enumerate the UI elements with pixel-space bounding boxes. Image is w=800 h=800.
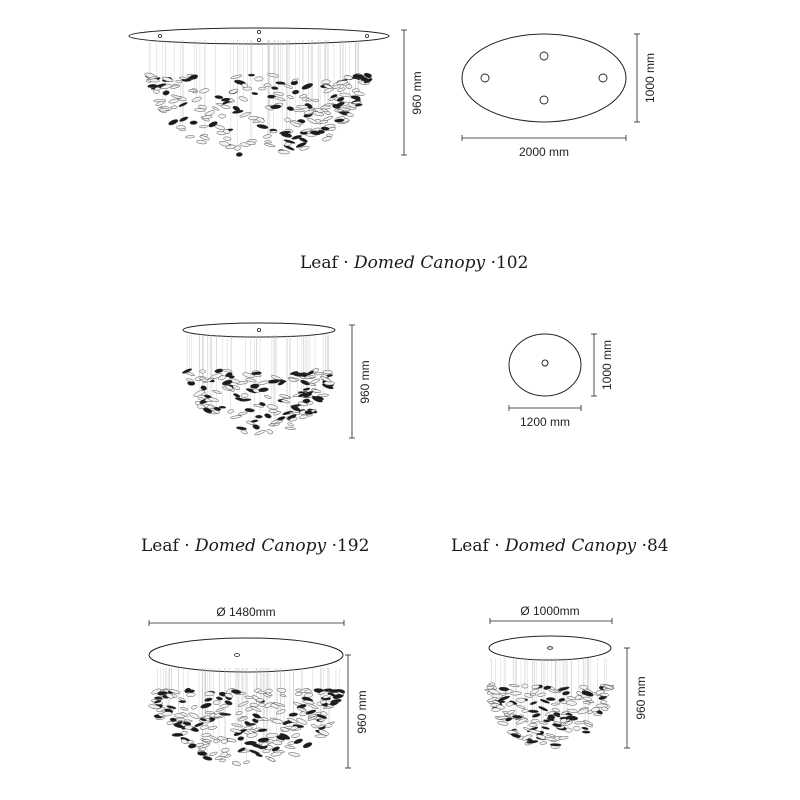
leaf-element bbox=[293, 738, 303, 745]
leaf-dome-cluster bbox=[144, 72, 373, 157]
model-84-diameter-dimension bbox=[490, 604, 612, 624]
leaf-element bbox=[186, 692, 195, 697]
separator: · bbox=[343, 253, 349, 273]
leaf-element bbox=[565, 700, 576, 706]
leaf-element bbox=[303, 387, 310, 391]
leaf-element bbox=[252, 92, 258, 95]
leaf-element bbox=[232, 760, 241, 767]
separator: · bbox=[331, 536, 337, 556]
collection-name: Domed Canopy bbox=[505, 536, 637, 556]
leaf-element bbox=[299, 414, 308, 419]
leaf-element bbox=[171, 94, 182, 99]
leaf-element bbox=[326, 134, 332, 137]
leaf-element bbox=[256, 124, 268, 130]
leaf-element bbox=[312, 389, 321, 393]
height-label: 960 mm bbox=[355, 690, 369, 734]
leaf-element bbox=[287, 741, 295, 746]
leaf-element bbox=[218, 114, 226, 118]
leaf-element bbox=[172, 733, 183, 736]
leaf-element bbox=[551, 703, 560, 706]
canopy-plan-outline bbox=[462, 34, 626, 122]
leaf-element bbox=[284, 118, 291, 123]
leaf-element bbox=[583, 696, 592, 701]
leaf-element bbox=[278, 150, 290, 155]
leaf-element bbox=[305, 411, 313, 415]
canopy-mount-point bbox=[481, 74, 489, 82]
canopy-mount-point bbox=[542, 360, 548, 366]
leaf-element bbox=[263, 134, 272, 139]
leaf-element bbox=[298, 137, 308, 143]
leaf-element bbox=[264, 395, 272, 400]
leaf-element bbox=[254, 76, 263, 81]
leaf-element bbox=[176, 80, 183, 84]
leaf-element bbox=[306, 709, 317, 715]
leaf-element bbox=[228, 375, 234, 378]
leaf-element bbox=[267, 404, 279, 410]
height-label: 1000 mm bbox=[600, 339, 614, 391]
leaf-element bbox=[340, 93, 351, 97]
leaf-element bbox=[264, 413, 272, 419]
leaf-count: 192 bbox=[336, 536, 370, 556]
leaf-element bbox=[190, 121, 198, 125]
leaf-element bbox=[537, 692, 546, 697]
leaf-element bbox=[305, 690, 312, 693]
leaf-element bbox=[227, 409, 234, 414]
leaf-element bbox=[516, 698, 525, 702]
ceiling-canopy-plate bbox=[489, 636, 611, 660]
leaf-element bbox=[212, 389, 222, 394]
model-192-height-dimension bbox=[345, 655, 369, 768]
leaf-element bbox=[162, 90, 169, 96]
height-label: 1000 mm bbox=[643, 52, 657, 104]
canopy-mount-point bbox=[257, 30, 260, 33]
leaf-element bbox=[231, 689, 242, 694]
leaf-element bbox=[540, 741, 547, 745]
leaf-element bbox=[567, 708, 578, 713]
width-label: 1200 mm bbox=[519, 415, 571, 429]
leaf-element bbox=[294, 109, 305, 111]
collection-name: Domed Canopy bbox=[354, 253, 486, 273]
leaf-element bbox=[522, 684, 529, 689]
leaf-element bbox=[295, 689, 301, 692]
leaf-element bbox=[546, 733, 556, 737]
leaf-dome-cluster bbox=[182, 367, 335, 436]
leaf-element bbox=[179, 700, 186, 702]
leaf-element bbox=[295, 692, 302, 696]
canopy-mount-point bbox=[257, 328, 260, 331]
model-102-height-dimension bbox=[401, 30, 424, 155]
leaf-element bbox=[216, 696, 223, 700]
leaf-element bbox=[202, 755, 212, 761]
leaf-element bbox=[272, 719, 284, 725]
model-84-title bbox=[451, 536, 669, 556]
ceiling-canopy-plate bbox=[183, 323, 335, 337]
leaf-element bbox=[573, 726, 581, 731]
leaf-element bbox=[200, 385, 207, 391]
leaf-element bbox=[213, 700, 220, 705]
leaf-element bbox=[254, 374, 261, 377]
canopy-mount-point bbox=[548, 647, 553, 650]
model-84-side-view bbox=[182, 323, 335, 436]
canopy-mount-point bbox=[540, 52, 548, 60]
leaf-element bbox=[176, 126, 186, 130]
leaf-element bbox=[178, 102, 187, 108]
leaf-element bbox=[558, 686, 570, 691]
canopy-mount-point bbox=[365, 34, 368, 37]
leaf-element bbox=[231, 74, 243, 79]
leaf-element bbox=[582, 727, 589, 730]
leaf-element bbox=[215, 95, 224, 99]
model-192-side-view bbox=[148, 638, 345, 767]
leaf-element bbox=[209, 751, 218, 756]
family-name: Leaf bbox=[141, 536, 179, 556]
leaf-element bbox=[188, 712, 200, 720]
leaf-element bbox=[188, 743, 196, 749]
leaf-element bbox=[261, 717, 270, 722]
leaf-element bbox=[268, 757, 275, 763]
leaf-element bbox=[197, 751, 207, 755]
leaf-element bbox=[196, 140, 207, 145]
leaf-element bbox=[168, 118, 179, 126]
leaf-count: 84 bbox=[646, 536, 669, 556]
height-label: 960 mm bbox=[410, 71, 424, 115]
leaf-element bbox=[291, 733, 300, 739]
model-84-plan-view bbox=[509, 334, 581, 396]
leaf-element bbox=[200, 370, 206, 373]
leaf-element bbox=[292, 90, 299, 95]
leaf-element bbox=[215, 368, 224, 373]
leaf-element bbox=[301, 82, 313, 90]
leaf-element bbox=[502, 711, 508, 715]
leaf-element bbox=[162, 711, 172, 716]
leaf-element bbox=[155, 87, 161, 90]
leaf-element bbox=[264, 140, 271, 143]
leaf-element bbox=[257, 380, 269, 385]
family-name: Leaf bbox=[300, 253, 338, 273]
leaf-element bbox=[200, 702, 212, 709]
leaf-element bbox=[285, 427, 296, 431]
model-102-plan-height-dimension bbox=[634, 34, 657, 122]
diameter-label: Ø 1000mm bbox=[520, 604, 580, 618]
separator: · bbox=[641, 536, 647, 556]
leaf-element bbox=[250, 384, 259, 389]
leaf-element bbox=[233, 393, 241, 398]
leaf-element bbox=[248, 74, 255, 76]
leaf-element bbox=[276, 81, 286, 84]
leaf-element bbox=[574, 721, 585, 725]
leaf-element bbox=[214, 124, 225, 130]
leaf-element bbox=[258, 387, 268, 392]
leaf-element bbox=[579, 685, 588, 690]
leaf-element bbox=[265, 688, 273, 693]
height-label: 960 mm bbox=[634, 676, 648, 720]
leaf-element bbox=[340, 111, 349, 113]
leaf-element bbox=[230, 415, 242, 419]
leaf-element bbox=[509, 684, 520, 688]
leaf-element bbox=[529, 723, 538, 726]
leaf-element bbox=[221, 104, 230, 109]
leaf-element bbox=[346, 84, 353, 89]
leaf-element bbox=[256, 699, 263, 702]
leaf-element bbox=[220, 704, 229, 708]
canopy-mount-point bbox=[158, 34, 161, 37]
leaf-element bbox=[528, 710, 538, 713]
model-102-plan-view bbox=[462, 34, 626, 122]
leaf-element bbox=[269, 410, 278, 413]
leaf-element bbox=[315, 735, 327, 738]
height-label: 960 mm bbox=[358, 360, 372, 404]
leaf-element bbox=[302, 741, 312, 749]
leaf-element bbox=[248, 116, 258, 120]
leaf-element bbox=[255, 415, 262, 418]
leaf-element bbox=[279, 693, 286, 697]
leaf-element bbox=[301, 373, 308, 377]
leaf-element bbox=[541, 726, 550, 730]
diameter-label: Ø 1480mm bbox=[216, 605, 276, 619]
leaf-element bbox=[264, 83, 272, 87]
canopy-mount-point bbox=[235, 654, 240, 657]
leaf-element bbox=[199, 125, 208, 128]
model-102-side-view bbox=[129, 28, 389, 157]
model-102-plan-width-dimension bbox=[462, 135, 626, 159]
leaf-element bbox=[271, 86, 278, 90]
leaf-element bbox=[582, 731, 590, 734]
leaf-element bbox=[325, 723, 331, 728]
leaf-element bbox=[530, 719, 539, 723]
leaf-element bbox=[226, 738, 236, 743]
leaf-element bbox=[223, 136, 231, 140]
leaf-element bbox=[266, 733, 278, 738]
leaf-element bbox=[506, 701, 514, 707]
leaf-element bbox=[600, 701, 607, 704]
leaf-element bbox=[238, 411, 248, 416]
model-192-diameter-dimension bbox=[149, 605, 344, 626]
leaf-element bbox=[199, 88, 209, 94]
model-84-plan-width-dimension bbox=[509, 405, 581, 429]
leaf-element bbox=[311, 724, 318, 729]
leaf-element bbox=[281, 399, 290, 404]
canopy-plan-outline bbox=[509, 334, 581, 396]
model-84-lower-height-dimension bbox=[624, 648, 648, 748]
separator: · bbox=[184, 536, 190, 556]
model-192-title bbox=[141, 536, 369, 556]
leaf-element bbox=[258, 704, 266, 707]
leaf-element bbox=[266, 429, 273, 435]
model-84-plan-height-dimension bbox=[591, 334, 614, 396]
leaf-element bbox=[219, 759, 226, 762]
leaf-element bbox=[205, 692, 215, 696]
leaf-element bbox=[287, 95, 294, 99]
leaf-element bbox=[274, 96, 286, 102]
leaf-element bbox=[185, 135, 194, 138]
leaf-element bbox=[538, 706, 548, 712]
leaf-element bbox=[202, 115, 212, 120]
leaf-element bbox=[179, 77, 187, 80]
leaf-element bbox=[243, 760, 250, 764]
leaf-element bbox=[180, 707, 188, 711]
family-name: Leaf bbox=[451, 536, 489, 556]
leaf-element bbox=[171, 106, 178, 109]
leaf-element bbox=[322, 136, 332, 142]
leaf-element bbox=[251, 419, 258, 422]
leaf-element bbox=[321, 106, 331, 109]
leaf-element bbox=[236, 426, 247, 430]
leaf-element bbox=[241, 393, 248, 398]
leaf-element bbox=[312, 99, 318, 102]
canopy-mount-point bbox=[599, 74, 607, 82]
model-84-height-dimension bbox=[349, 325, 372, 438]
separator: · bbox=[490, 253, 496, 273]
leaf-element bbox=[350, 95, 360, 99]
leaf-element bbox=[236, 152, 243, 156]
leaf-element bbox=[546, 697, 555, 701]
leaf-element bbox=[238, 736, 245, 741]
leaf-element bbox=[497, 721, 508, 726]
leaf-element bbox=[567, 696, 576, 701]
leaf-element bbox=[323, 370, 333, 374]
leaf-element bbox=[167, 721, 174, 725]
separator: · bbox=[494, 536, 500, 556]
canopy-mount-point bbox=[540, 96, 548, 104]
leaf-count: 102 bbox=[495, 253, 529, 273]
leaf-element bbox=[208, 725, 218, 730]
model-84-lower-side-view bbox=[485, 636, 615, 749]
collection-name: Domed Canopy bbox=[195, 536, 327, 556]
leaf-element bbox=[184, 725, 192, 729]
model-102-title bbox=[300, 253, 528, 273]
leaf-element bbox=[321, 80, 330, 85]
canopy-mount-point bbox=[257, 38, 260, 41]
leaf-element bbox=[270, 751, 282, 757]
leaf-element bbox=[530, 701, 538, 705]
leaf-element bbox=[168, 98, 179, 104]
leaf-element bbox=[288, 752, 300, 757]
leaf-element bbox=[258, 87, 266, 90]
leaf-element bbox=[191, 704, 198, 710]
ceiling-canopy-plate bbox=[149, 638, 343, 672]
leaf-element bbox=[235, 711, 242, 716]
width-label: 2000 mm bbox=[518, 145, 570, 159]
